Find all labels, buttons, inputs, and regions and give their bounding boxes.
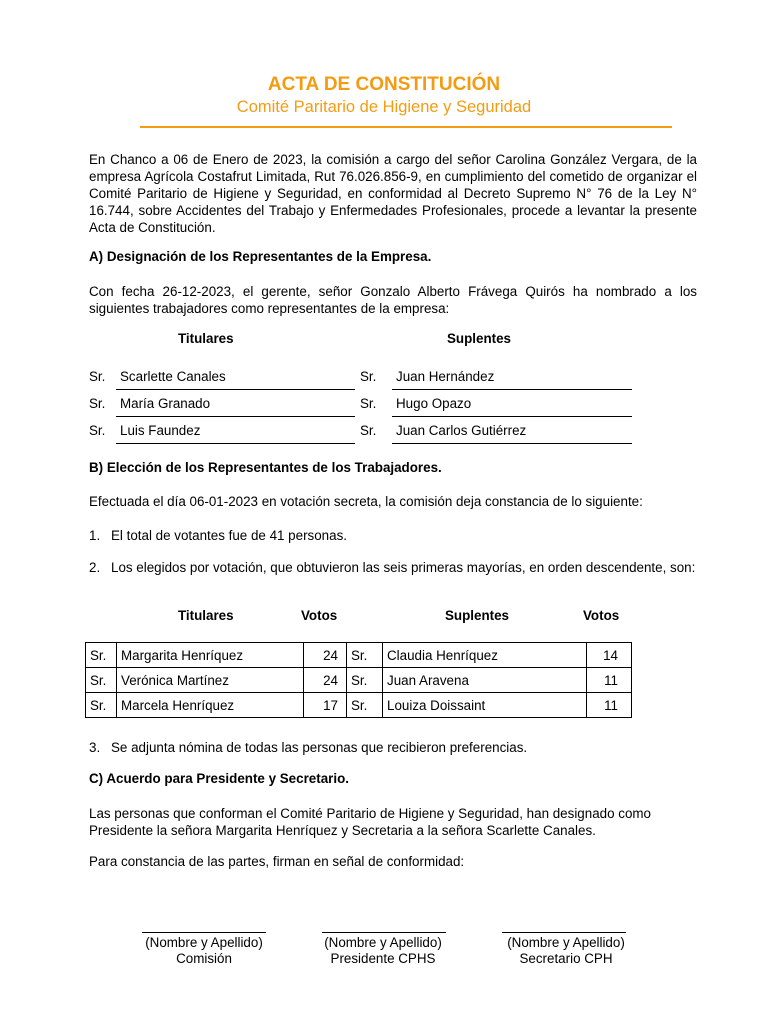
suplente-cell: Louiza Doissaint [383, 693, 587, 718]
sr-cell: Sr. [347, 643, 383, 668]
suplente-name: Juan Carlos Gutiérrez [396, 423, 527, 438]
signature-name: (Nombre y Apellido) [324, 935, 442, 950]
titular-row [89, 396, 355, 422]
titular-cell: Verónica Martínez [117, 668, 304, 693]
table-header-suplentes: Suplentes [445, 608, 509, 623]
name-underline [116, 416, 355, 417]
suplente-row [360, 423, 632, 449]
list-number: 3. [89, 740, 101, 755]
section-a-text: Con fecha 26-12-2023, el gerente, señor Gonzalo Alberto Frávega Quirós ha nombrado a los siguientes trabajadores como representantes de la empresa: [89, 284, 697, 316]
document-subtitle: Comité Paritario de Higiene y Seguridad [236, 98, 532, 116]
signature-role: Comisión [176, 951, 232, 966]
sr-prefix: Sr. [360, 423, 377, 438]
sr-cell: Sr. [86, 668, 117, 693]
document-title: ACTA DE CONSTITUCIÓN [267, 74, 501, 95]
sr-prefix: Sr. [89, 423, 106, 438]
sr-prefix: Sr. [360, 369, 377, 384]
votos-cell: 11 [587, 693, 632, 718]
titular-row [89, 423, 355, 449]
suplente-name: Hugo Opazo [396, 396, 472, 411]
sr-prefix: Sr. [89, 369, 106, 384]
section-a-heading: A) Designación de los Representantes de la Empresa. [89, 249, 432, 264]
titular-cell: Margarita Henríquez [117, 643, 304, 668]
title-divider [140, 126, 672, 128]
sr-prefix: Sr. [360, 396, 377, 411]
suplente-cell: Claudia Henríquez [383, 643, 587, 668]
sr-prefix: Sr. [89, 396, 106, 411]
sr-cell: Sr. [347, 693, 383, 718]
list-number: 1. [89, 528, 101, 543]
titular-name: María Granado [120, 396, 211, 411]
titular-name: Scarlette Canales [120, 369, 226, 384]
suplente-row [360, 396, 632, 422]
table-row [86, 643, 632, 668]
signature-line [502, 932, 626, 933]
name-underline [116, 389, 355, 390]
signature-role: Secretario CPH [519, 951, 613, 966]
intro-paragraph: En Chanco a 06 de Enero de 2023, la comisión a cargo del señor Carolina González Vergara, de la empresa Agrícola Costafrut Limitada, Rut 76.026.856-9, en cumplimiento del cometido de organizar el Comité Paritario de Higiene y Seguridad, en conformidad al Decreto Supremo N° 76 de la Ley N° 16.744, sobre Accidentes del Trabajo y Enfermedades Profesionales, procede a levantar la presente Acta de Constitución. [89, 152, 697, 235]
votes-table [85, 642, 632, 718]
votos-cell: 24 [304, 668, 347, 693]
votos-cell: 17 [304, 693, 347, 718]
titulares-header: Titulares [178, 331, 234, 346]
titular-row [89, 369, 355, 395]
signature-block [298, 935, 468, 967]
table-header-votos: Votos [583, 608, 620, 623]
titular-cell: Marcela Henríquez [117, 693, 304, 718]
list-text: El total de votantes fue de 41 personas. [111, 528, 347, 543]
suplente-row [360, 369, 632, 395]
name-underline [392, 389, 632, 390]
sr-cell: Sr. [86, 643, 117, 668]
votos-cell: 11 [587, 668, 632, 693]
suplente-name: Juan Hernández [396, 369, 495, 384]
section-c-text: Las personas que conforman el Comité Paritario de Higiene y Seguridad, han designado como Presidente la señora Margarita Henríquez y Secretaria a la señora Scarlette Canales. [89, 806, 652, 838]
signature-line [142, 932, 266, 933]
sr-cell: Sr. [86, 693, 117, 718]
table-header-titulares: Titulares [178, 608, 234, 623]
list-text: Los elegidos por votación, que obtuvieron las seis primeras mayorías, en orden descendente, son: [111, 560, 696, 575]
table-row [86, 668, 632, 693]
section-b-text: Efectuada el día 06-01-2023 en votación secreta, la comisión deja constancia de lo siguiente: [89, 494, 643, 509]
signature-line [322, 932, 446, 933]
closing-text: Para constancia de las partes, firman en señal de conformidad: [89, 854, 465, 869]
table-header-votos: Votos [301, 608, 338, 623]
suplentes-header: Suplentes [447, 331, 511, 346]
signature-name: (Nombre y Apellido) [145, 935, 263, 950]
signature-block [119, 935, 289, 967]
table-row [86, 693, 632, 718]
suplente-cell: Juan Aravena [383, 668, 587, 693]
signature-block [481, 935, 651, 967]
list-number: 2. [89, 560, 101, 575]
signature-name: (Nombre y Apellido) [507, 935, 625, 950]
section-b-heading: B) Elección de los Representantes de los Trabajadores. [89, 460, 442, 475]
name-underline [116, 443, 355, 444]
votos-cell: 24 [304, 643, 347, 668]
name-underline [392, 416, 632, 417]
titular-name: Luis Faundez [120, 423, 201, 438]
list-text: Se adjunta nómina de todas las personas que recibieron preferencias. [111, 740, 528, 755]
name-underline [392, 443, 632, 444]
section-c-heading: C) Acuerdo para Presidente y Secretario. [89, 771, 349, 786]
signature-role: Presidente CPHS [330, 951, 436, 966]
votos-cell: 14 [587, 643, 632, 668]
sr-cell: Sr. [347, 668, 383, 693]
